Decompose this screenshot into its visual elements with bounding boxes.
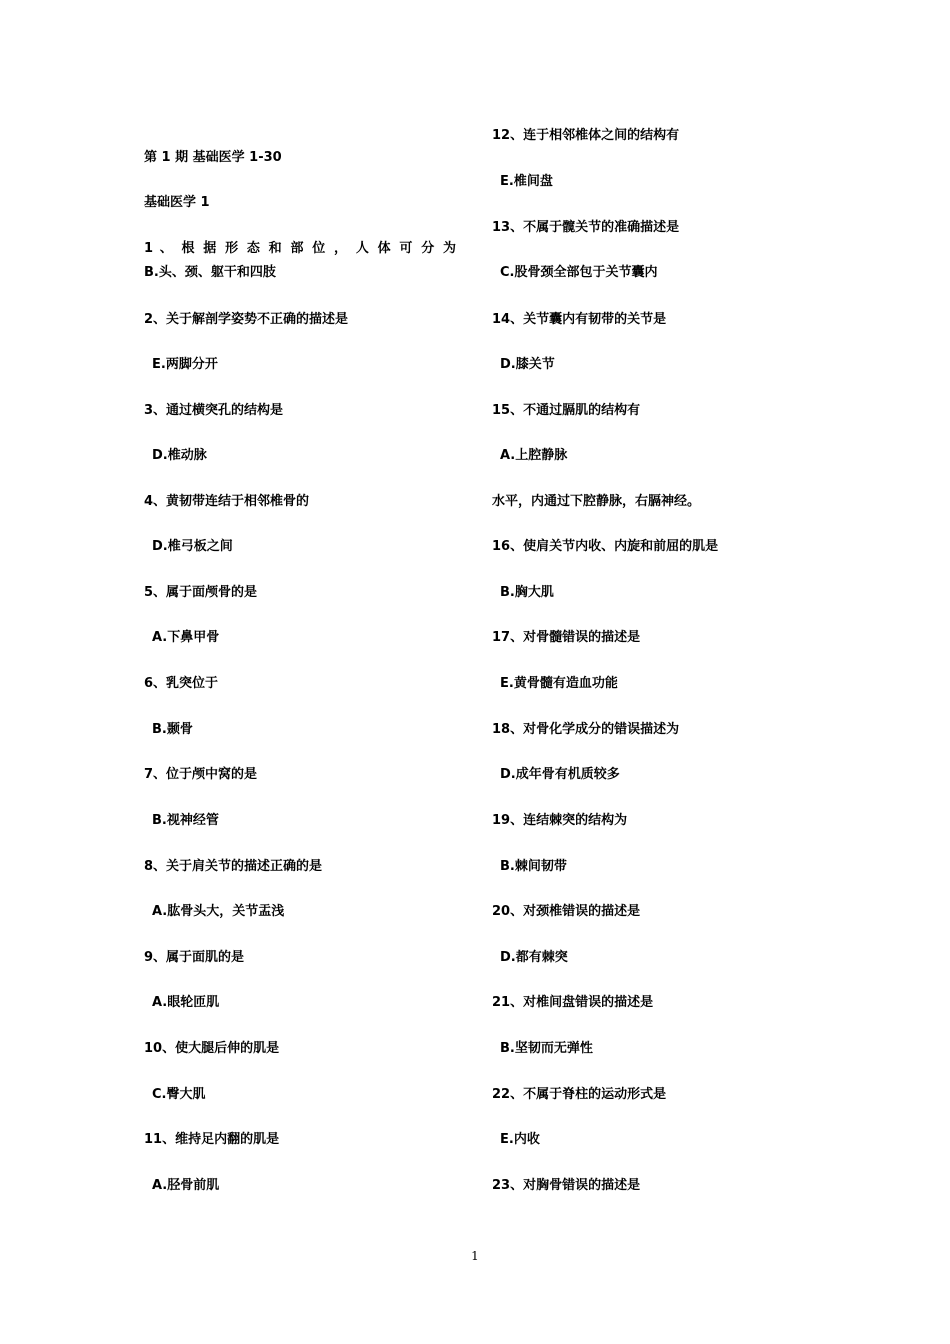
explanation-note: 水平，内通过下腔静脉，右膈神经。 bbox=[492, 494, 701, 509]
answer-19: B.棘间韧带 bbox=[500, 859, 567, 874]
question-14: 14、关节囊内有韧带的关节是 bbox=[492, 312, 667, 327]
question-23: 23、对胸骨错误的描述是 bbox=[492, 1178, 641, 1193]
answer-18: D.成年骨有机质较多 bbox=[500, 767, 620, 782]
section-title: 基础医学 1 bbox=[144, 195, 210, 210]
question-22: 22、不属于脊柱的运动形式是 bbox=[492, 1087, 667, 1102]
answer-1: B.头、颈、躯干和四肢 bbox=[144, 265, 276, 280]
issue-title: 第 1 期 基础医学 1-30 bbox=[144, 150, 282, 165]
answer-22: E.内收 bbox=[500, 1132, 540, 1147]
answer-5: A.下鼻甲骨 bbox=[152, 630, 220, 645]
question-7: 7、位于颅中窝的是 bbox=[144, 767, 258, 782]
question-18: 18、对骨化学成分的错误描述为 bbox=[492, 722, 680, 737]
answer-2: E.两脚分开 bbox=[152, 357, 218, 372]
answer-6: B.颞骨 bbox=[152, 722, 193, 737]
question-3: 3、通过横突孔的结构是 bbox=[144, 403, 284, 418]
question-16: 16、使肩关节内收、内旋和前屈的肌是 bbox=[492, 539, 719, 554]
question-2: 2、关于解剖学姿势不正确的描述是 bbox=[144, 312, 349, 327]
answer-12: E.椎间盘 bbox=[500, 174, 553, 189]
answer-16: B.胸大肌 bbox=[500, 585, 554, 600]
question-4: 4、黄韧带连结于相邻椎骨的 bbox=[144, 494, 310, 509]
question-6: 6、乳突位于 bbox=[144, 676, 219, 691]
answer-21: B.坚韧而无弹性 bbox=[500, 1041, 593, 1056]
question-15: 15、不通过膈肌的结构有 bbox=[492, 403, 641, 418]
question-10: 10、使大腿后伸的肌是 bbox=[144, 1041, 280, 1056]
answer-7: B.视神经管 bbox=[152, 813, 219, 828]
answer-9: A.眼轮匝肌 bbox=[152, 995, 220, 1010]
answer-13: C.股骨颈全部包于关节囊内 bbox=[500, 265, 658, 280]
answer-10: C.臀大肌 bbox=[152, 1087, 206, 1102]
question-5: 5、属于面颅骨的是 bbox=[144, 585, 258, 600]
question-19: 19、连结棘突的结构为 bbox=[492, 813, 628, 828]
question-8: 8、关于肩关节的描述正确的是 bbox=[144, 859, 323, 874]
question-13: 13、不属于髋关节的准确描述是 bbox=[492, 220, 680, 235]
question-21: 21、对椎间盘错误的描述是 bbox=[492, 995, 654, 1010]
answer-8: A.肱骨头大，关节盂浅 bbox=[152, 904, 285, 919]
page-number: 1 bbox=[471, 1249, 479, 1263]
answer-14: D.膝关节 bbox=[500, 357, 555, 372]
question-12: 12、连于相邻椎体之间的结构有 bbox=[492, 128, 680, 143]
answer-15: A.上腔静脉 bbox=[500, 448, 568, 463]
question-1: 1 、 根 据 形 态 和 部 位 ， 人 体 可 分 为 bbox=[144, 241, 456, 256]
answer-4: D.椎弓板之间 bbox=[152, 539, 233, 554]
answer-20: D.都有棘突 bbox=[500, 950, 568, 965]
question-20: 20、对颈椎错误的描述是 bbox=[492, 904, 641, 919]
question-11: 11、维持足内翻的肌是 bbox=[144, 1132, 280, 1147]
question-9: 9、属于面肌的是 bbox=[144, 950, 245, 965]
answer-11: A.胫骨前肌 bbox=[152, 1178, 220, 1193]
answer-3: D.椎动脉 bbox=[152, 448, 207, 463]
question-17: 17、对骨髓错误的描述是 bbox=[492, 630, 641, 645]
answer-17: E.黄骨髓有造血功能 bbox=[500, 676, 618, 691]
